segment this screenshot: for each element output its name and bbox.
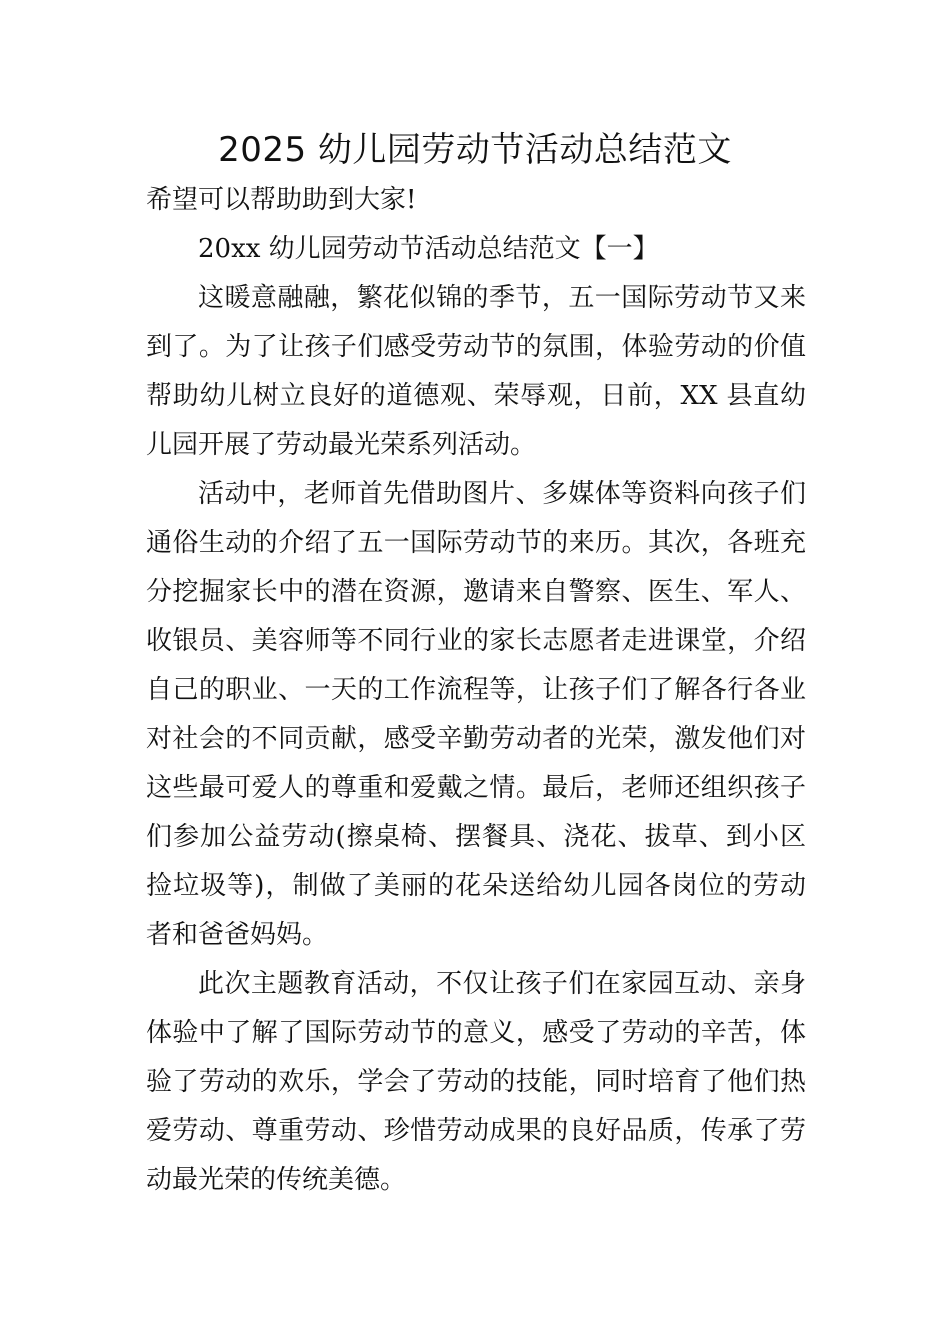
body-paragraph-1: 这暖意融融，繁花似锦的季节，五一国际劳动节又来到了。为了让孩子们感受劳动节的氛围，体验劳动的价值帮助幼儿树立良好的道德观、荣辱观，日前，XX 县直幼儿园开展了劳动最光荣系列活动。 (146, 283, 806, 460)
document-title: 2025 幼儿园劳动节活动总结范文 (218, 130, 732, 170)
intro-line: 希望可以帮助助到大家! (146, 185, 417, 215)
section-heading: 20xx 幼儿园劳动节活动总结范文【一】 (198, 234, 659, 264)
document-body (146, 176, 806, 1205)
body-paragraph-3: 此次主题教育活动，不仅让孩子们在家园互动、亲身体验中了解了国际劳动节的意义，感受了劳动的辛苦，体验了劳动的欢乐，学会了劳动的技能，同时培育了他们热爱劳动、尊重劳动、珍惜劳动成果的良好品质，传承了劳动最光荣的传统美德。 (146, 969, 806, 1195)
body-paragraph-2: 活动中，老师首先借助图片、多媒体等资料向孩子们通俗生动的介绍了五一国际劳动节的来历。其次，各班充分挖掘家长中的潜在资源，邀请来自警察、医生、军人、收银员、美容师等不同行业的家长志愿者走进课堂，介绍自己的职业、一天的工作流程等，让孩子们了解各行各业对社会的不同贡献，感受辛勤劳动者的光荣，激发他们对这些最可爱人的尊重和爱戴之情。最后，老师还组织孩子们参加公益劳动(擦桌椅、摆餐具、浇花、拔草、到小区捡垃圾等)，制做了美丽的花朵送给幼儿园各岗位的劳动者和爸爸妈妈。 (146, 479, 806, 950)
